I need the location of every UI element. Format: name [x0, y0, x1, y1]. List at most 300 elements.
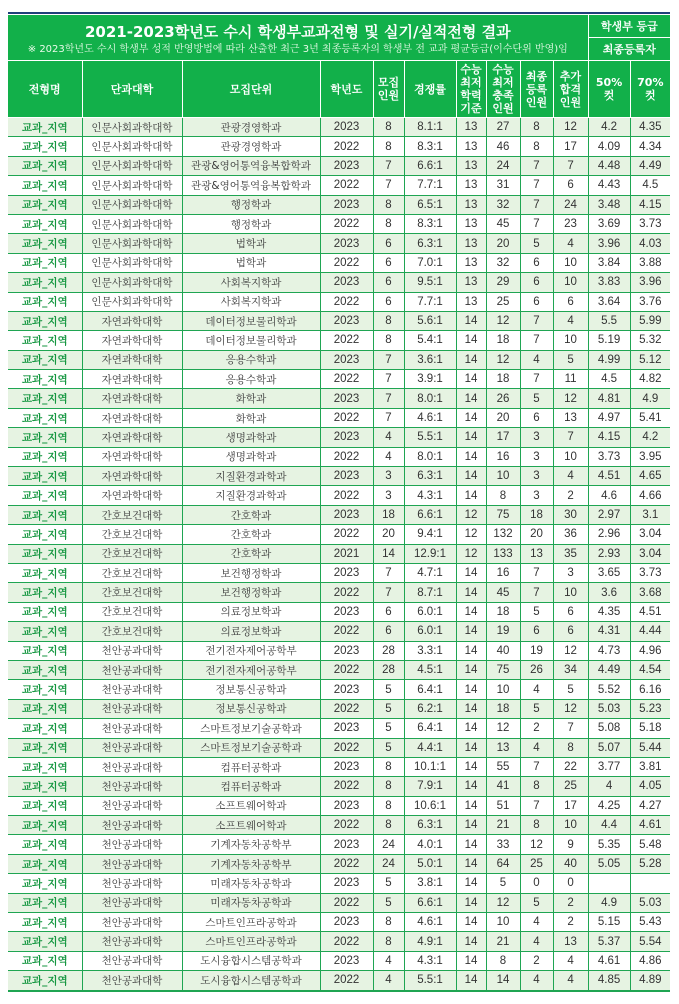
- cell-cut-50: 4.09: [588, 137, 630, 156]
- cell-final-reg: 7: [520, 796, 553, 815]
- cell-cut-70: 4.5: [630, 176, 670, 195]
- cell-competition: 3.8:1: [404, 874, 456, 893]
- cell-csat-min: 13: [456, 214, 486, 233]
- table-row: [8, 893, 670, 912]
- cell-extra-admit: 34: [553, 660, 588, 679]
- cell-cut-50: 5.08: [588, 719, 630, 738]
- cell-unit: 소프트웨어학과: [182, 796, 320, 815]
- cell-competition: 4.6:1: [404, 913, 456, 932]
- table-row: [8, 971, 670, 991]
- cell-extra-admit: 12: [553, 699, 588, 718]
- cell-csat-min: 14: [456, 563, 486, 582]
- cell-year: 2022: [320, 777, 373, 796]
- cell-year: 2022: [320, 214, 373, 233]
- cell-quota: 28: [373, 660, 404, 679]
- table-row: [8, 214, 670, 233]
- cell-college: 천안공과대학: [82, 738, 182, 757]
- cell-cut-50: 4.31: [588, 622, 630, 641]
- column-header-col-competition: 경쟁률: [404, 61, 456, 118]
- table-row: [8, 467, 670, 486]
- cell-competition: 4.3:1: [404, 486, 456, 505]
- cell-csat-min: 13: [456, 137, 486, 156]
- cell-unit: 스마트정보기술공학과: [182, 738, 320, 757]
- cell-cut-70: [630, 874, 670, 893]
- cell-cut-50: 5.07: [588, 738, 630, 757]
- cell-competition: 6.0:1: [404, 602, 456, 621]
- cell-college: 간호보건대학: [82, 525, 182, 544]
- cell-unit: 정보통신공학과: [182, 699, 320, 718]
- table-row: [8, 563, 670, 582]
- cell-cut-50: 3.64: [588, 292, 630, 311]
- cell-unit: 응용수학과: [182, 350, 320, 369]
- cell-competition: 6.6:1: [404, 156, 456, 175]
- cell-year: 2022: [320, 738, 373, 757]
- cell-final-reg: 2: [520, 951, 553, 970]
- cell-college: 간호보건대학: [82, 583, 182, 602]
- table-row: [8, 137, 670, 156]
- cell-competition: 6.0:1: [404, 622, 456, 641]
- cell-final-reg: 4: [520, 913, 553, 932]
- table-row: [8, 389, 670, 408]
- cell-csat-met: 41: [486, 777, 520, 796]
- cell-cut-50: 4.35: [588, 602, 630, 621]
- cell-year: 2023: [320, 505, 373, 524]
- cell-unit: 사회복지학과: [182, 273, 320, 292]
- cell-unit: 간호학과: [182, 544, 320, 563]
- cell-unit: 생명과학과: [182, 428, 320, 447]
- cell-cut-70: 5.12: [630, 350, 670, 369]
- cell-competition: 4.4:1: [404, 738, 456, 757]
- cell-cut-50: [588, 874, 630, 893]
- cell-csat-met: 16: [486, 447, 520, 466]
- cell-type: 교과_지역: [8, 214, 82, 233]
- cell-cut-50: 4.61: [588, 951, 630, 970]
- cell-csat-met: 14: [486, 971, 520, 991]
- cell-cut-70: 4.82: [630, 370, 670, 389]
- cell-college: 인문사회과학대학: [82, 292, 182, 311]
- cell-csat-min: 14: [456, 893, 486, 912]
- cell-final-reg: 13: [520, 544, 553, 563]
- table-row: [8, 273, 670, 292]
- column-header-col-extra-admit: 추가 합격 인원: [553, 61, 588, 118]
- cell-cut-70: 4.35: [630, 118, 670, 137]
- cell-final-reg: 3: [520, 428, 553, 447]
- cell-type: 교과_지역: [8, 195, 82, 214]
- cell-cut-50: 5.15: [588, 913, 630, 932]
- table-title-cell: [8, 15, 588, 61]
- cell-cut-50: 5.52: [588, 680, 630, 699]
- cell-unit: 행정학과: [182, 195, 320, 214]
- cell-unit: 간호학과: [182, 525, 320, 544]
- cell-extra-admit: 2: [553, 893, 588, 912]
- cell-type: 교과_지역: [8, 273, 82, 292]
- cell-college: 천안공과대학: [82, 699, 182, 718]
- cell-csat-min: 14: [456, 602, 486, 621]
- cell-final-reg: 6: [520, 253, 553, 272]
- cell-year: 2022: [320, 893, 373, 912]
- table-row: [8, 195, 670, 214]
- cell-cut-50: 5.05: [588, 854, 630, 873]
- cell-csat-met: 24: [486, 156, 520, 175]
- cell-csat-min: 14: [456, 835, 486, 854]
- cell-cut-50: 3.69: [588, 214, 630, 233]
- cell-quota: 4: [373, 971, 404, 991]
- cell-final-reg: 5: [520, 699, 553, 718]
- cell-final-reg: 4: [520, 350, 553, 369]
- cell-college: 간호보건대학: [82, 622, 182, 641]
- cell-type: 교과_지역: [8, 835, 82, 854]
- cell-cut-70: 5.32: [630, 331, 670, 350]
- cell-final-reg: 5: [520, 602, 553, 621]
- cell-unit: 스마트인프라공학과: [182, 932, 320, 951]
- cell-quota: 4: [373, 447, 404, 466]
- cell-extra-admit: 22: [553, 757, 588, 776]
- cell-college: 자연과학대학: [82, 311, 182, 330]
- cell-extra-admit: 12: [553, 389, 588, 408]
- cell-type: 교과_지역: [8, 292, 82, 311]
- cell-college: 인문사회과학대학: [82, 137, 182, 156]
- cell-competition: 10.6:1: [404, 796, 456, 815]
- table-row: [8, 951, 670, 970]
- cell-competition: 12.9:1: [404, 544, 456, 563]
- cell-type: 교과_지역: [8, 796, 82, 815]
- cell-extra-admit: 25: [553, 777, 588, 796]
- cell-competition: 5.6:1: [404, 311, 456, 330]
- cell-csat-min: 14: [456, 854, 486, 873]
- cell-type: 교과_지역: [8, 738, 82, 757]
- table-row: [8, 311, 670, 330]
- cell-type: 교과_지역: [8, 622, 82, 641]
- cell-quota: 7: [373, 156, 404, 175]
- cell-csat-met: 31: [486, 176, 520, 195]
- cell-competition: 5.4:1: [404, 331, 456, 350]
- cell-competition: 6.4:1: [404, 719, 456, 738]
- cell-type: 교과_지역: [8, 253, 82, 272]
- cell-csat-met: 75: [486, 660, 520, 679]
- cell-extra-admit: 4: [553, 467, 588, 486]
- cell-extra-admit: 6: [553, 622, 588, 641]
- cell-competition: 8.0:1: [404, 389, 456, 408]
- cell-cut-50: 4.85: [588, 971, 630, 991]
- cell-competition: 8.3:1: [404, 137, 456, 156]
- cell-competition: 3.3:1: [404, 641, 456, 660]
- cell-unit: 기계자동차공학부: [182, 854, 320, 873]
- column-header-col-college: 단과대학: [82, 61, 182, 118]
- cell-quota: 3: [373, 486, 404, 505]
- cell-extra-admit: 10: [553, 331, 588, 350]
- cell-final-reg: 7: [520, 583, 553, 602]
- cell-cut-50: 4.99: [588, 350, 630, 369]
- cell-cut-70: 5.18: [630, 719, 670, 738]
- cell-cut-50: 5.03: [588, 699, 630, 718]
- cell-year: 2021: [320, 544, 373, 563]
- cell-quota: 6: [373, 273, 404, 292]
- cell-cut-70: 4.96: [630, 641, 670, 660]
- cell-cut-50: 5.5: [588, 311, 630, 330]
- cell-college: 자연과학대학: [82, 370, 182, 389]
- cell-cut-50: 4.5: [588, 370, 630, 389]
- cell-final-reg: 18: [520, 505, 553, 524]
- cell-cut-70: 3.95: [630, 447, 670, 466]
- cell-final-reg: 7: [520, 195, 553, 214]
- cell-quota: 14: [373, 544, 404, 563]
- cell-cut-70: 6.16: [630, 680, 670, 699]
- cell-quota: 7: [373, 176, 404, 195]
- table-row: [8, 350, 670, 369]
- cell-type: 교과_지역: [8, 854, 82, 873]
- table-row: [8, 854, 670, 873]
- cell-final-reg: 5: [520, 389, 553, 408]
- cell-college: 천안공과대학: [82, 777, 182, 796]
- table-row: [8, 234, 670, 253]
- cell-csat-met: 51: [486, 796, 520, 815]
- cell-cut-70: 3.04: [630, 525, 670, 544]
- cell-college: 간호보건대학: [82, 602, 182, 621]
- cell-cut-70: 5.44: [630, 738, 670, 757]
- page-subtitle: ※ 2023학년도 수시 학생부 성적 반영방법에 따라 산출한 최근 3년 최종등록자의 학생부 전 교과 평균등급(이수단위 반영)임: [27, 43, 568, 55]
- cell-extra-admit: 17: [553, 796, 588, 815]
- cell-cut-70: 4.05: [630, 777, 670, 796]
- cell-cut-50: 5.19: [588, 331, 630, 350]
- cell-unit: 보건행정학과: [182, 583, 320, 602]
- cell-type: 교과_지역: [8, 389, 82, 408]
- cell-unit: 보건행정학과: [182, 563, 320, 582]
- cell-cut-70: 4.49: [630, 156, 670, 175]
- cell-year: 2023: [320, 156, 373, 175]
- cell-final-reg: 7: [520, 311, 553, 330]
- table-row: [8, 719, 670, 738]
- cell-competition: 7.7:1: [404, 292, 456, 311]
- cell-csat-met: 8: [486, 951, 520, 970]
- cell-type: 교과_지역: [8, 777, 82, 796]
- cell-competition: 7.0:1: [404, 253, 456, 272]
- cell-quota: 7: [373, 370, 404, 389]
- cell-extra-admit: 2: [553, 486, 588, 505]
- cell-final-reg: 4: [520, 738, 553, 757]
- cell-year: 2022: [320, 486, 373, 505]
- cell-cut-70: 3.81: [630, 757, 670, 776]
- cell-competition: 8.0:1: [404, 447, 456, 466]
- cell-college: 천안공과대학: [82, 816, 182, 835]
- table-row: [8, 447, 670, 466]
- cell-cut-70: 4.54: [630, 660, 670, 679]
- cell-college: 천안공과대학: [82, 932, 182, 951]
- cell-csat-met: 45: [486, 583, 520, 602]
- cell-csat-met: 32: [486, 253, 520, 272]
- cell-unit: 관광경영학과: [182, 137, 320, 156]
- cell-csat-met: 18: [486, 370, 520, 389]
- cell-csat-min: 14: [456, 913, 486, 932]
- cell-csat-met: 75: [486, 505, 520, 524]
- cell-quota: 5: [373, 680, 404, 699]
- cell-unit: 지질환경과학과: [182, 467, 320, 486]
- cell-college: 인문사회과학대학: [82, 195, 182, 214]
- cell-csat-met: 12: [486, 350, 520, 369]
- cell-competition: 6.5:1: [404, 195, 456, 214]
- cell-year: 2023: [320, 602, 373, 621]
- cell-unit: 데이터정보물리학과: [182, 311, 320, 330]
- table-row: [8, 292, 670, 311]
- cell-final-reg: 4: [520, 971, 553, 991]
- cell-extra-admit: 17: [553, 137, 588, 156]
- cell-year: 2023: [320, 273, 373, 292]
- cell-final-reg: 4: [520, 932, 553, 951]
- cell-unit: 관광&영어통역융복합학과: [182, 156, 320, 175]
- cell-csat-min: 14: [456, 428, 486, 447]
- table-row: [8, 408, 670, 427]
- cell-type: 교과_지역: [8, 971, 82, 991]
- cell-cut-70: 4.44: [630, 622, 670, 641]
- cell-csat-met: 46: [486, 137, 520, 156]
- cell-college: 인문사회과학대학: [82, 214, 182, 233]
- cell-extra-admit: 10: [553, 583, 588, 602]
- cell-final-reg: 5: [520, 234, 553, 253]
- cell-csat-met: 21: [486, 932, 520, 951]
- cell-college: 자연과학대학: [82, 408, 182, 427]
- cell-year: 2022: [320, 854, 373, 873]
- cell-cut-50: 5.35: [588, 835, 630, 854]
- cell-final-reg: 2: [520, 719, 553, 738]
- cell-csat-min: 14: [456, 467, 486, 486]
- table-row: [8, 835, 670, 854]
- cell-cut-50: 3.73: [588, 447, 630, 466]
- cell-college: 천안공과대학: [82, 680, 182, 699]
- cell-quota: 24: [373, 835, 404, 854]
- cell-extra-admit: 4: [553, 951, 588, 970]
- cell-quota: 8: [373, 331, 404, 350]
- cell-quota: 8: [373, 137, 404, 156]
- table-row: [8, 777, 670, 796]
- cell-type: 교과_지역: [8, 913, 82, 932]
- cell-type: 교과_지역: [8, 660, 82, 679]
- cell-unit: 정보통신공학과: [182, 680, 320, 699]
- table-row: [8, 118, 670, 137]
- cell-college: 천안공과대학: [82, 835, 182, 854]
- cell-quota: 8: [373, 777, 404, 796]
- cell-csat-min: 14: [456, 951, 486, 970]
- cell-college: 천안공과대학: [82, 757, 182, 776]
- cell-type: 교과_지역: [8, 641, 82, 660]
- cell-final-reg: 7: [520, 214, 553, 233]
- cell-extra-admit: 6: [553, 176, 588, 195]
- cell-competition: 6.6:1: [404, 505, 456, 524]
- cell-type: 교과_지역: [8, 544, 82, 563]
- cell-csat-min: 13: [456, 195, 486, 214]
- cell-quota: 8: [373, 214, 404, 233]
- table-row: [8, 331, 670, 350]
- cell-year: 2022: [320, 331, 373, 350]
- cell-extra-admit: 12: [553, 641, 588, 660]
- cell-csat-met: 32: [486, 195, 520, 214]
- cell-competition: 4.5:1: [404, 660, 456, 679]
- cell-year: 2022: [320, 137, 373, 156]
- cell-extra-admit: 10: [553, 816, 588, 835]
- cell-csat-met: 13: [486, 738, 520, 757]
- table-row: [8, 156, 670, 175]
- cell-final-reg: 20: [520, 525, 553, 544]
- cell-cut-70: 3.96: [630, 273, 670, 292]
- cell-year: 2022: [320, 370, 373, 389]
- cell-cut-50: 4.15: [588, 428, 630, 447]
- table-row: [8, 699, 670, 718]
- cell-csat-met: 19: [486, 622, 520, 641]
- cell-cut-70: 4.61: [630, 816, 670, 835]
- cell-final-reg: 3: [520, 467, 553, 486]
- cell-csat-min: 14: [456, 583, 486, 602]
- cell-competition: 9.4:1: [404, 525, 456, 544]
- cell-cut-70: 3.76: [630, 292, 670, 311]
- cell-final-reg: 8: [520, 137, 553, 156]
- cell-csat-min: 14: [456, 447, 486, 466]
- cell-year: 2023: [320, 311, 373, 330]
- cell-unit: 스마트인프라공학과: [182, 913, 320, 932]
- cell-competition: 10.1:1: [404, 757, 456, 776]
- cell-type: 교과_지역: [8, 370, 82, 389]
- cell-unit: 생명과학과: [182, 447, 320, 466]
- cell-csat-min: 14: [456, 719, 486, 738]
- cell-csat-min: 14: [456, 971, 486, 991]
- cell-cut-70: 5.03: [630, 893, 670, 912]
- cell-competition: 9.5:1: [404, 273, 456, 292]
- cell-cut-50: 3.77: [588, 757, 630, 776]
- cell-cut-70: 4.65: [630, 467, 670, 486]
- cell-csat-met: 18: [486, 699, 520, 718]
- cell-year: 2022: [320, 622, 373, 641]
- cell-college: 인문사회과학대학: [82, 176, 182, 195]
- cell-college: 천안공과대학: [82, 854, 182, 873]
- cell-final-reg: 6: [520, 292, 553, 311]
- cell-cut-50: 3.6: [588, 583, 630, 602]
- cell-final-reg: 6: [520, 408, 553, 427]
- grade-header: 학생부 등급: [588, 15, 670, 38]
- column-header-col-cut-50: 50% 컷: [588, 61, 630, 118]
- table-row: [8, 874, 670, 893]
- cell-year: 2023: [320, 641, 373, 660]
- cell-csat-min: 14: [456, 777, 486, 796]
- cell-cut-70: 3.73: [630, 563, 670, 582]
- cell-college: 천안공과대학: [82, 660, 182, 679]
- cell-cut-70: 4.34: [630, 137, 670, 156]
- cell-type: 교과_지역: [8, 350, 82, 369]
- cell-type: 교과_지역: [8, 583, 82, 602]
- cell-unit: 관광&영어통역융복합학과: [182, 176, 320, 195]
- cell-year: 2022: [320, 699, 373, 718]
- cell-cut-50: 2.96: [588, 525, 630, 544]
- cell-quota: 7: [373, 583, 404, 602]
- cell-csat-min: 14: [456, 370, 486, 389]
- cell-csat-met: 10: [486, 680, 520, 699]
- cell-cut-70: 4.66: [630, 486, 670, 505]
- cell-cut-50: 4.43: [588, 176, 630, 195]
- table-row: [8, 738, 670, 757]
- cell-quota: 6: [373, 622, 404, 641]
- column-header-col-type: 전형명: [8, 61, 82, 118]
- cell-competition: 6.3:1: [404, 816, 456, 835]
- cell-csat-met: 12: [486, 719, 520, 738]
- cell-cut-70: 5.41: [630, 408, 670, 427]
- cell-year: 2023: [320, 913, 373, 932]
- cell-college: 자연과학대학: [82, 467, 182, 486]
- cell-extra-admit: 23: [553, 214, 588, 233]
- table-row: [8, 913, 670, 932]
- cell-cut-50: 3.96: [588, 234, 630, 253]
- table-row: [8, 583, 670, 602]
- cell-extra-admit: 35: [553, 544, 588, 563]
- cell-final-reg: 7: [520, 757, 553, 776]
- cell-cut-70: 5.48: [630, 835, 670, 854]
- cell-college: 인문사회과학대학: [82, 234, 182, 253]
- cell-type: 교과_지역: [8, 602, 82, 621]
